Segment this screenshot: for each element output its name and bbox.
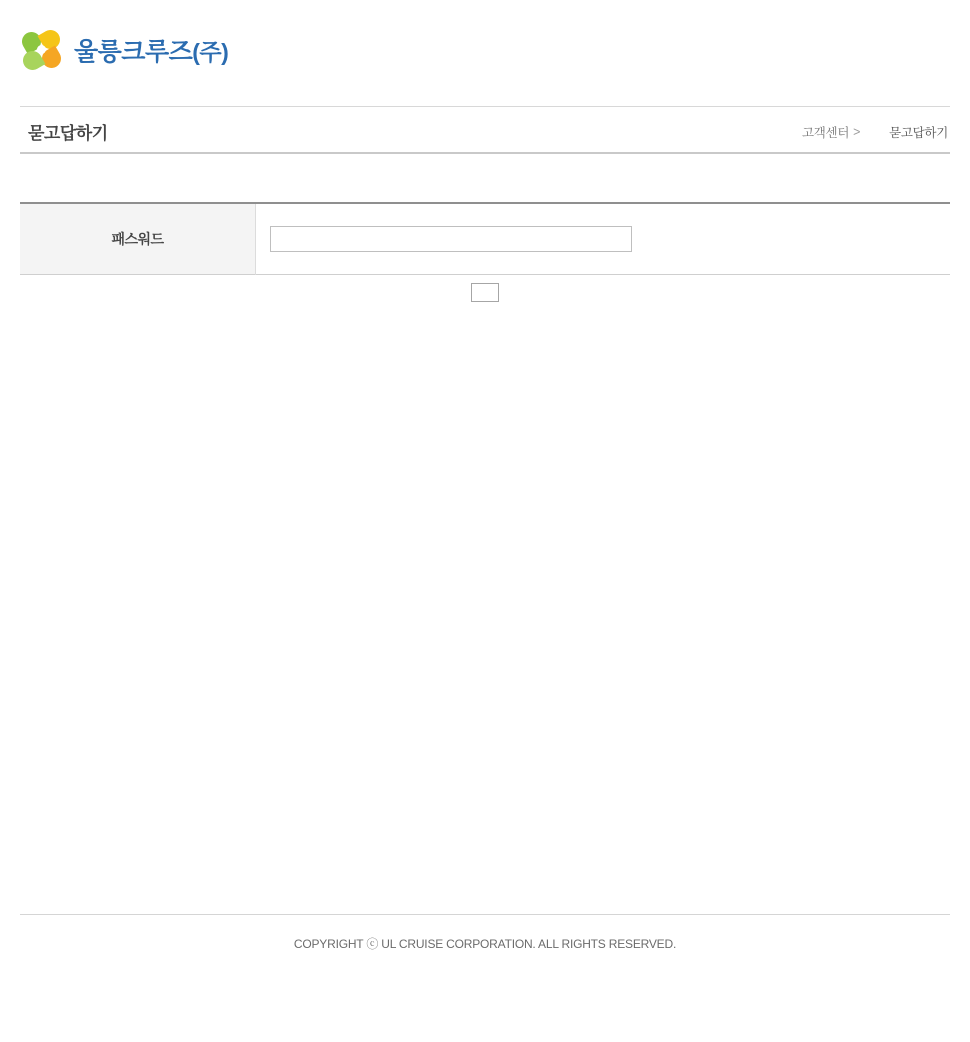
site-header <box>0 0 970 106</box>
pinwheel-flower-icon <box>20 28 64 72</box>
logo-text <box>74 32 228 68</box>
password-form-table <box>20 202 950 275</box>
site-footer <box>20 914 950 952</box>
footer-copyright: COPYRIGHT ⓒ UL CRUISE CORPORATION. ALL RIGHTS RESERVED. <box>293 937 677 951</box>
password-input[interactable] <box>270 226 632 252</box>
page-title: 묻고답하기 <box>28 124 108 143</box>
logo-text-main: 울릉크루즈 <box>74 38 193 66</box>
breadcrumb-separator: > <box>853 125 861 139</box>
form-actions <box>20 275 950 306</box>
logo-text-sub: (주) <box>192 39 229 65</box>
page-titlebar <box>20 106 950 154</box>
breadcrumb <box>802 123 948 141</box>
password-label: 패스워드 <box>20 203 256 275</box>
site-logo[interactable] <box>20 28 228 72</box>
breadcrumb-parent[interactable]: 고객센터 <box>802 126 850 140</box>
table-row <box>20 203 950 275</box>
breadcrumb-current: 묻고답하기 <box>889 126 948 140</box>
submit-button[interactable] <box>471 283 499 302</box>
main-content <box>20 154 950 306</box>
password-field-cell <box>256 203 951 275</box>
